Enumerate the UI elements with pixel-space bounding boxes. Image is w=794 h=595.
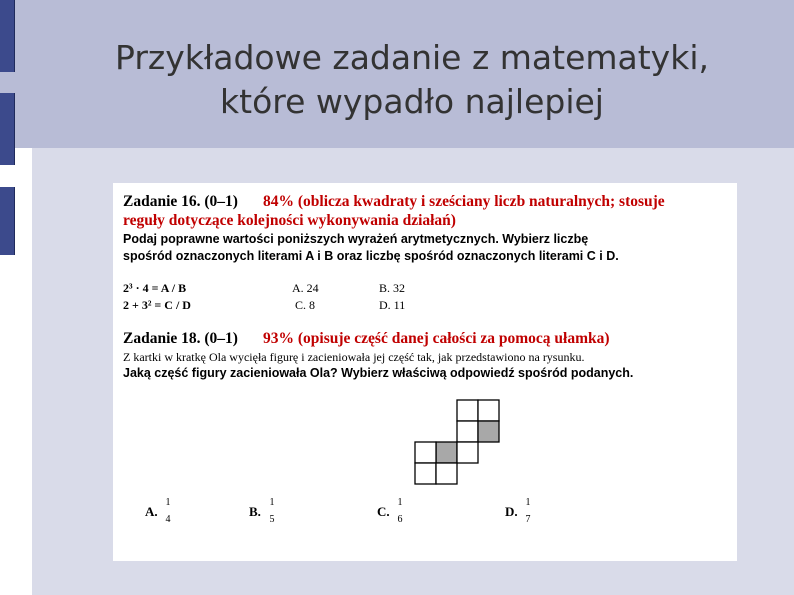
answer-denominator: 7 xyxy=(525,514,531,525)
task16-option-c: C. 8 xyxy=(295,298,316,312)
task18-label: Zadanie 18. (0–1) xyxy=(123,330,238,347)
answer-numerator: 1 xyxy=(525,497,531,508)
answer-numerator: 1 xyxy=(165,497,171,508)
answer-letter: C. xyxy=(377,504,390,519)
shaded-figure xyxy=(413,398,503,493)
task18-story: Z kartki w kratkę Ola wycięła figurę i zacieniowała jej część tak, jak przedstawiono na rysunku. xyxy=(123,350,585,364)
task16-expression-1: 2³ · 4 = A / B xyxy=(123,281,187,295)
accent-bar xyxy=(0,93,15,165)
shaded-cell xyxy=(478,421,499,442)
answer-denominator: 6 xyxy=(397,514,403,525)
answer-denominator: 4 xyxy=(165,514,171,525)
task18-question: Jaką część figury zacieniowała Ola? Wybierz właściwą odpowiedź spośród podanych. xyxy=(123,366,634,380)
task16-expression-2: 2 + 3² = C / D xyxy=(123,298,191,312)
answer-letter: A. xyxy=(145,504,158,519)
task16-option-b: B. 32 xyxy=(379,281,406,295)
task16-instruction: Podaj poprawne wartości poniższych wyrażeń arytmetycznych. Wybierz liczbę xyxy=(123,232,589,246)
accent-bar xyxy=(0,187,15,255)
task16-percent-desc-cont: reguły dotyczące kolejności wykonywania działań) xyxy=(123,212,456,229)
answer-numerator: 1 xyxy=(269,497,275,508)
shaded-cell xyxy=(436,442,457,463)
task16-percent-desc: 84% (oblicza kwadraty i sześciany liczb naturalnych; stosuje xyxy=(263,193,665,210)
exam-document xyxy=(113,183,737,561)
task16-option-a: A. 24 xyxy=(292,281,319,295)
task16-instruction-cont: spośród oznaczonych literami A i B oraz liczbę spośród oznaczonych literami C i D. xyxy=(123,249,619,263)
accent-bar xyxy=(0,0,15,72)
slide-title: Przykładowe zadanie z matematyki, które wypadło najlepiej xyxy=(115,38,709,121)
task18-percent-desc: 93% (opisuje część danej całości za pomocą ułamka) xyxy=(263,330,610,347)
task16-option-d: D. 11 xyxy=(379,298,406,312)
answer-letter: B. xyxy=(249,504,261,519)
task16-label: Zadanie 16. (0–1) xyxy=(123,193,238,210)
answer-denominator: 5 xyxy=(269,514,275,525)
answer-numerator: 1 xyxy=(397,497,403,508)
answer-letter: D. xyxy=(505,504,518,519)
